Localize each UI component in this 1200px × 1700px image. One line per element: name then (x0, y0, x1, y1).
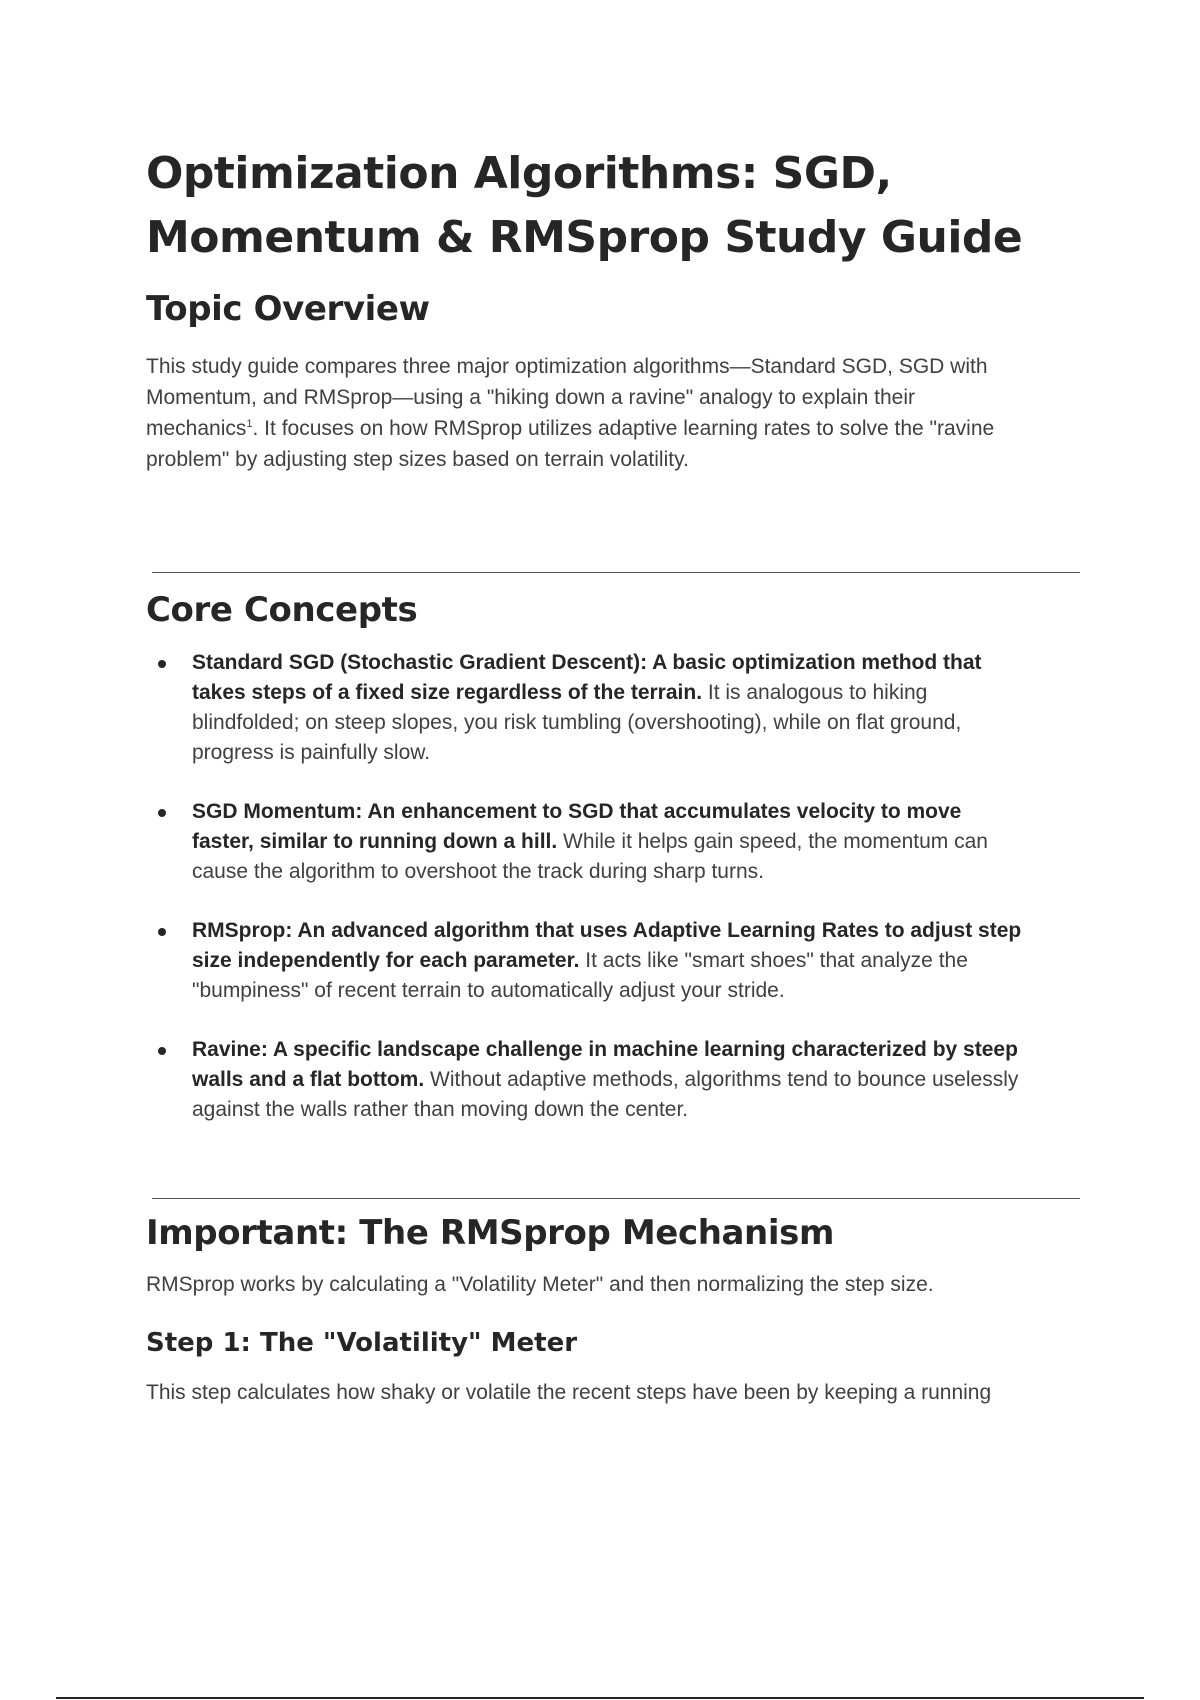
section-divider (152, 572, 1080, 573)
mechanism-intro (146, 1269, 934, 1300)
concept-description: While it helps gain speed, the momentum can (557, 830, 988, 853)
text-line: against the walls rather than moving down the center. (192, 1098, 689, 1121)
text-line (192, 1035, 1086, 1065)
overview-paragraph (146, 351, 994, 475)
overview-heading: Topic Overview (146, 289, 430, 329)
text-line (192, 827, 1086, 857)
footnote-marker[interactable]: 1 (246, 418, 253, 430)
text-fragment: mechanics (146, 417, 247, 440)
bullet-icon (158, 809, 166, 817)
text-line: progress is painfully slow. (192, 741, 431, 764)
text-line: This step calculates how shaky or volatile the recent steps have been by keeping a running (146, 1381, 992, 1404)
text-line: blindfolded; on steep slopes, you risk tumbling (overshooting), while on flat ground, (192, 711, 962, 734)
concept-term: SGD Momentum: An enhancement to SGD that accumulates velocity to move (192, 800, 962, 823)
text-line: problem" by adjusting step sizes based on terrain volatility. (146, 448, 689, 471)
text-line (192, 916, 1086, 946)
text-line (192, 648, 1086, 678)
concept-term: takes steps of a fixed size regardless of the terrain. (192, 681, 703, 704)
bullet-icon (158, 928, 166, 936)
text-line (146, 413, 994, 444)
text-line (192, 1065, 1086, 1095)
text-line: This study guide compares three major optimization algorithms—Standard SGD, SGD with (146, 355, 988, 378)
concepts-list (146, 648, 1086, 1154)
core-concepts-heading: Core Concepts (146, 590, 418, 630)
document-title (146, 142, 1086, 270)
concept-description: It acts like "smart shoes" that analyze the (579, 949, 968, 972)
title-line: Optimization Algorithms: SGD, (146, 148, 892, 199)
bullet-icon (158, 660, 166, 668)
list-item (146, 1035, 1086, 1125)
text-line (192, 946, 1086, 976)
text-fragment: . It focuses on how RMSprop utilizes adaptive learning rates to solve the "ravine (252, 417, 995, 440)
title-line: Momentum & RMSprop Study Guide (146, 212, 1023, 263)
text-line (192, 678, 1086, 708)
list-item (146, 648, 1086, 768)
step1-heading: Step 1: The "Volatility" Meter (146, 1328, 578, 1358)
mechanism-heading: Important: The RMSprop Mechanism (146, 1213, 834, 1253)
page-bottom-rule (56, 1697, 1144, 1699)
concept-description: It is analogous to hiking (702, 681, 928, 704)
text-line: cause the algorithm to overshoot the track during sharp turns. (192, 860, 764, 883)
section-divider (152, 1198, 1080, 1199)
concept-term: size independently for each parameter. (192, 949, 580, 972)
text-line: "bumpiness" of recent terrain to automatically adjust your stride. (192, 979, 785, 1002)
concept-term: RMSprop: An advanced algorithm that uses Adaptive Learning Rates to adjust step (192, 919, 1022, 942)
step1-paragraph (146, 1377, 991, 1408)
concept-term: walls and a flat bottom. (192, 1068, 425, 1091)
concept-description: Without adaptive methods, algorithms tend to bounce uselessly (424, 1068, 1019, 1091)
list-item (146, 797, 1086, 887)
list-item (146, 916, 1086, 1006)
text-line (192, 797, 1086, 827)
text-line: RMSprop works by calculating a "Volatility Meter" and then normalizing the step size. (146, 1273, 934, 1296)
concept-term: Standard SGD (Stochastic Gradient Descent): A basic optimization method that (192, 651, 982, 674)
concept-term: Ravine: A specific landscape challenge in machine learning characterized by steep (192, 1038, 1018, 1061)
text-line: Momentum, and RMSprop—using a "hiking down a ravine" analogy to explain their (146, 386, 915, 409)
bullet-icon (158, 1047, 166, 1055)
concept-term: faster, similar to running down a hill. (192, 830, 558, 853)
